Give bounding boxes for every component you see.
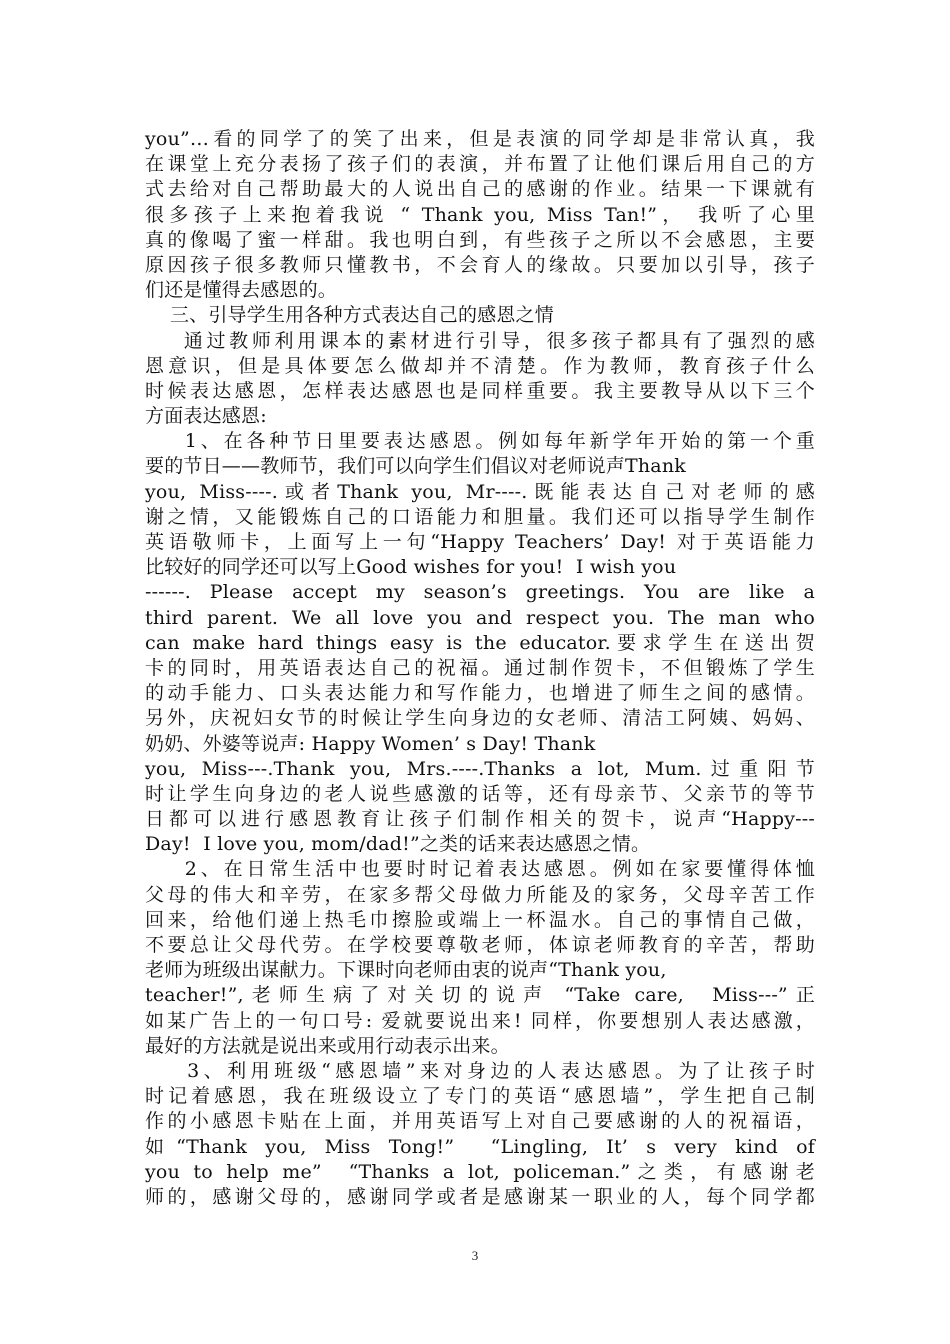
- text-line: 真的像喝了蜜一样甜。我也明白到，有些孩子之所以不会感恩，主要: [145, 228, 815, 251]
- text-line: 不要总让父母代劳。在学校要尊敬老师，体谅老师教育的辛苦，帮助: [145, 934, 815, 956]
- text-line: teacher!”,老师生病了对关切的说声 “Take care, Miss---”正: [145, 984, 815, 1007]
- text-line: 师的，感谢父母的，感谢同学或者是感谢某一职业的人，每个同学都: [145, 1185, 815, 1208]
- text-line: 原因孩子很多教师只懂教书，不会育人的缘故。只要加以引导，孩子: [145, 253, 815, 276]
- text-line: 时记着感恩，我在班级设立了专门的英语“感恩墙”，学生把自己制: [145, 1085, 815, 1108]
- document-body: [145, 127, 815, 1210]
- text-line: ------. Please accept my season’s greetings. You are like a: [145, 581, 815, 604]
- text-line: 奶奶、外婆等说声: Happy Women’ s Day! Thank: [145, 732, 596, 755]
- page-number: 3: [471, 1248, 479, 1263]
- text-line: 们还是懂得去感恩的。: [145, 279, 338, 302]
- text-line: you to help me” “Thanks a lot, policeman.”之类，有感谢老: [145, 1160, 815, 1183]
- text-line: 的动手能力、口头表达能力和写作能力，也增进了师生之间的感情。: [145, 682, 815, 705]
- text-line: 老师为班级出谋献力。下课时向老师由衷的说声“Thank you,: [145, 959, 667, 982]
- text-line: 3、利用班级“感恩墙”来对身边的人表达感恩。为了让孩子时: [145, 1059, 815, 1082]
- text-line: 最好的方法就是说出来或用行动表示出来。: [145, 1034, 510, 1057]
- text-line: 在课堂上充分表扬了孩子们的表演，并布置了让他们课后用自己的方: [145, 153, 815, 176]
- text-line: 通过教师利用课本的素材进行引导，很多孩子都具有了强烈的感: [145, 329, 815, 352]
- text-line: 另外，庆祝妇女节的时候让学生向身边的女老师、清洁工阿姨、妈妈、: [145, 707, 815, 730]
- text-line: 卡的同时，用英语表达自己的祝福。通过制作贺卡，不但锻炼了学生: [145, 656, 815, 679]
- text-line: 要的节日——教师节，我们可以向学生们倡议对老师说声Thank: [145, 455, 686, 478]
- text-line: you”…看的同学了的笑了出来，但是表演的同学却是非常认真，我: [145, 128, 815, 150]
- text-line: 谢之情，又能锻炼自己的口语能力和胆量。我们还可以指导学生制作: [145, 505, 815, 528]
- text-line: 比较好的同学还可以写上Good wishes for you! I wish you: [145, 556, 677, 579]
- text-line: can make hard things easy is the educator.要求学生在送出贺: [145, 631, 815, 654]
- text-line: 恩意识，但是具体要怎么做却并不清楚。作为教师，教育孩子什么: [145, 354, 815, 377]
- text-line: 三、引导学生用各种方式表达自己的感恩之情: [145, 304, 554, 327]
- text-line: 父母的伟大和辛劳，在家多帮父母做力所能及的家务，父母辛苦工作: [145, 883, 815, 906]
- text-line: 时让学生向身边的老人说些感激的话等，还有母亲节、父亲节的等节: [145, 782, 815, 805]
- text-line: 1、在各种节日里要表达感恩。例如每年新学年开始的第一个重: [145, 430, 815, 453]
- text-line: 回来，给他们递上热毛巾擦脸或端上一杯温水。自己的事情自己做，: [145, 908, 815, 931]
- text-line: 如某广告上的一句口号: 爱就要说出来! 同样，你要想别人表达感激，: [145, 1009, 815, 1032]
- text-line: you, Miss----.或者Thank you, Mr----.既能表达自己对老师的感: [145, 480, 815, 503]
- text-line: 2、在日常生活中也要时时记着表达感恩。例如在家要懂得体恤: [145, 858, 815, 881]
- text-line: 日都可以进行感恩教育让孩子们制作相关的贺卡，说声“Happy---: [145, 808, 815, 831]
- text-line: third parent. We all love you and respect you. The man who: [145, 606, 815, 629]
- text-line: 很多孩子上来抱着我说 “ Thank you, Miss Tan!”， 我听了心里: [145, 203, 815, 226]
- text-line: 时候表达感恩，怎样表达感恩也是同样重要。我主要教导从以下三个: [145, 379, 815, 402]
- text-line: 如“Thank you, Miss Tong!” “Lingling, It’ s very kind of: [145, 1135, 815, 1158]
- text-line: you, Miss---.Thank you, Mrs.----.Thanks a lot, Mum.过重阳节: [145, 757, 815, 780]
- text-line: 英语敬师卡，上面写上一句“Happy Teachers’ Day! 对于英语能力: [145, 531, 815, 553]
- text-line: 作的小感恩卡贴在上面，并用英语写上对自己要感谢的人的祝福语，: [145, 1110, 815, 1133]
- text-line: 式去给对自己帮助最大的人说出自己的感谢的作业。结果一下课就有: [145, 178, 815, 201]
- text-line: Day! I love you, mom/dad!”之类的话来表达感恩之情。: [145, 833, 651, 856]
- text-line: 方面表达感恩:: [145, 405, 267, 428]
